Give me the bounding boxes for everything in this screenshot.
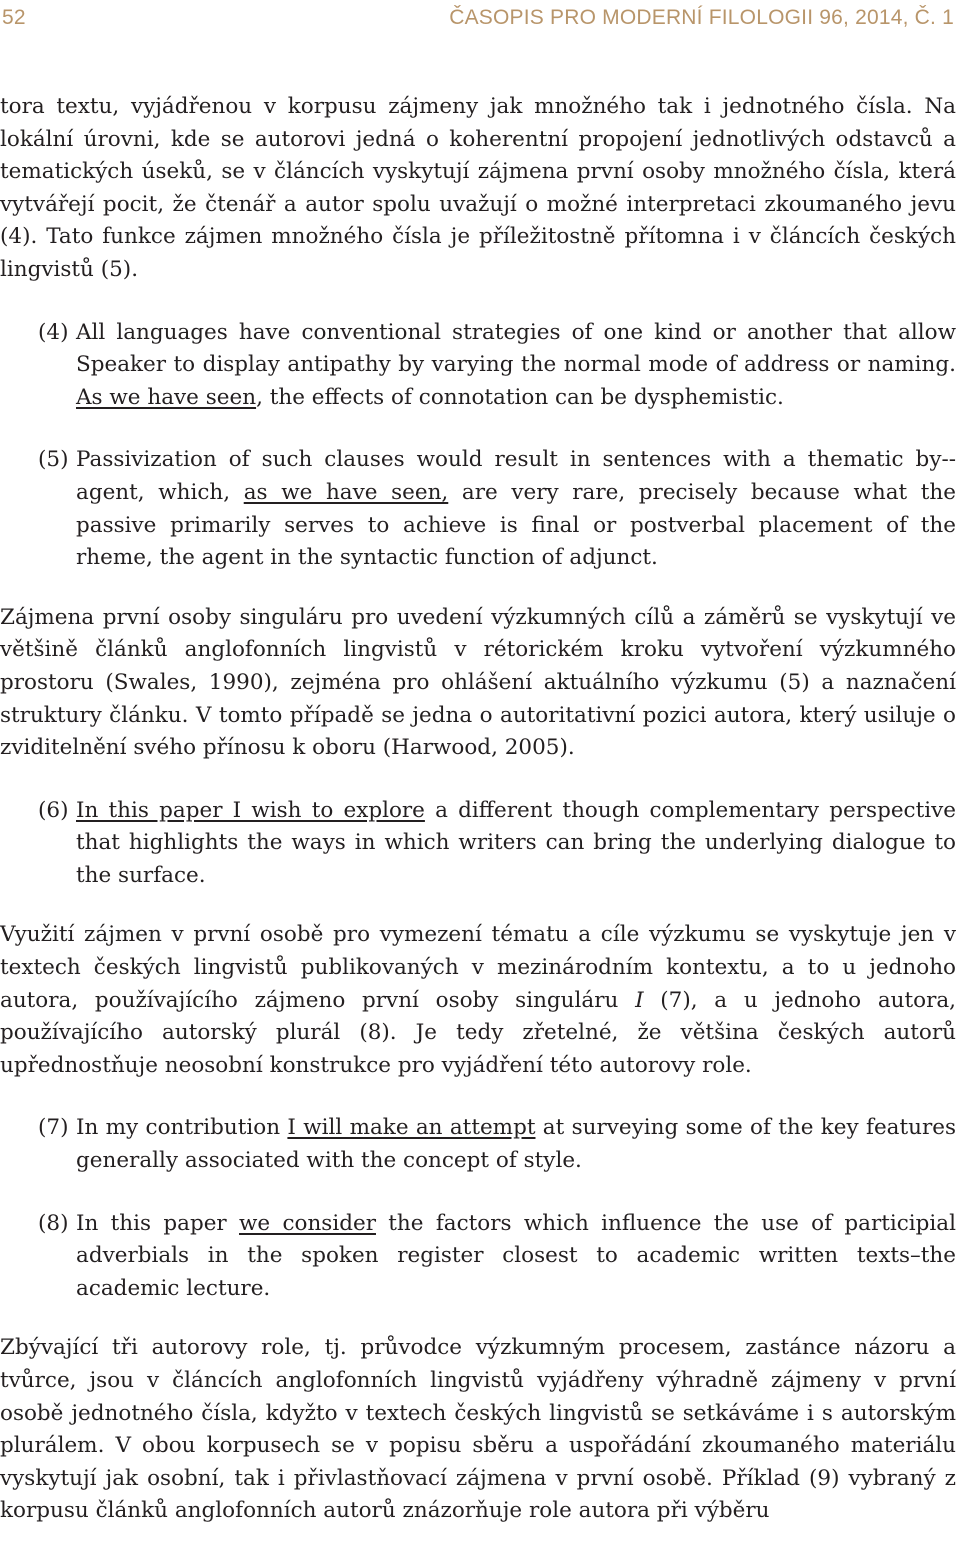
page-number: 52 <box>2 6 26 29</box>
pronoun-italic: I <box>635 987 644 1013</box>
underlined-phrase: as we have seen, <box>243 479 449 505</box>
example-number: (4) <box>38 319 69 345</box>
example-text: at surveying some of the key features generally associated with the concept of style. <box>76 1115 957 1174</box>
body-text <box>0 91 956 1528</box>
paragraph-1: tora textu, vyjádřenou v korpusu zájmeny jak množného tak i jednotného čísla. Na lokální úrovni, kde se autorovi jedná o koherentní propojení jednotlivých odstavců a tematických úseků, se v článcích vyskytují zájmena první osoby množného čísla, která vytvářejí pocit, že čtenář a autor spolu uvažují o možné interpretaci zkoumaného jevu (4). Tato funkce zájmen množného čísla je příležitostně přítomna i v článcích českých lingvistů (5). <box>0 94 956 282</box>
example-5 <box>0 444 956 574</box>
example-text: In this paper <box>76 1210 240 1236</box>
example-text: are very rare, precisely because what the passive primarily serves to achieve is final or postverbal placement of the rheme, the agent in the syntactic function of adjunct. <box>76 479 956 571</box>
underlined-phrase: I will make an attempt <box>287 1115 536 1141</box>
example-number: (7) <box>38 1115 69 1141</box>
example-text: the factors which influence the use of participial adverbials in the spoken register closest to academic written texts–the academic lecture. <box>76 1210 957 1301</box>
example-text: , the effects of connotation can be dysphemistic. <box>256 384 784 410</box>
example-number: (5) <box>38 447 69 473</box>
example-number: (6) <box>38 797 69 823</box>
paragraph-3 <box>0 919 956 1082</box>
running-header <box>0 6 958 36</box>
paragraph-4: Zbývající tři autorovy role, tj. průvodce výzkumným procesem, zastánce názoru a tvůrce, jsou v článcích anglofonních lingvistů vyjádřeny výhradně zájmeny v první osobě jednotného čísla, kdyžto v textech českých lingvistů se setkáváme i s autorským plurálem. V obou korpusech se v popisu sběru a uspořádání zkoumaného materiálu vyskytují jak osobní, tak i přivlastňovací zájmena v první osobě. Příklad (9) vybraný z korpusu článků anglofonních autorů znázorňuje role autora při výběru <box>0 1335 956 1524</box>
example-7 <box>0 1112 956 1177</box>
example-text: a different though complementary perspective that highlights the ways in which writers can bring the underlying dialogue to the surface. <box>76 797 956 888</box>
underlined-phrase: As we have seen <box>76 384 257 410</box>
example-text: In my contribution <box>76 1115 288 1141</box>
journal-title: ČASOPIS PRO MODERNÍ FILOLOGII 96, 2014, Č. 1 <box>449 6 954 29</box>
example-6 <box>0 795 956 893</box>
example-4 <box>0 317 956 415</box>
example-number: (8) <box>38 1210 69 1236</box>
example-text: Passivization of such clauses would result in sentences with a thematic by--agent, which, <box>76 447 956 505</box>
underlined-phrase: In this paper I wish to explore <box>76 797 425 823</box>
paragraph-3-text: Využití zájmen v první osobě pro vymezení tématu a cíle výzkumu se vyskytuje jen v textech českých lingvistů publikovaných v mezinárodním kontextu, a to u jednoho autora, používajícího zájmeno první osoby singuláru <box>0 922 956 1013</box>
paragraph-3-text: (7), a u jednoho autora, používajícího autorský plurál (8). Je tedy zřetelné, že většina českých autorů upřednostňuje neosobní konstrukce pro vyjádření této autorovy role. <box>0 987 957 1078</box>
underlined-phrase: we consider <box>239 1210 376 1236</box>
example-text: All languages have conventional strategies of one kind or another that allow Speaker to display antipathy by varying the normal mode of address or naming. <box>76 319 956 378</box>
example-8 <box>0 1208 956 1306</box>
paragraph-2: Zájmena první osoby singuláru pro uvedení výzkumných cílů a záměrů se vyskytují ve většině článků anglofonních lingvistů v rétorickém kroku vytvoření výzkumného prostoru (Swales, 1990), zejména pro ohlášení aktuálního výzkumu (5) a naznačení struktury článku. V tomto případě se jedna o autoritativní pozici autora, který usiluje o zviditelnění svého přínosu k oboru (Harwood, 2005). <box>0 604 956 761</box>
